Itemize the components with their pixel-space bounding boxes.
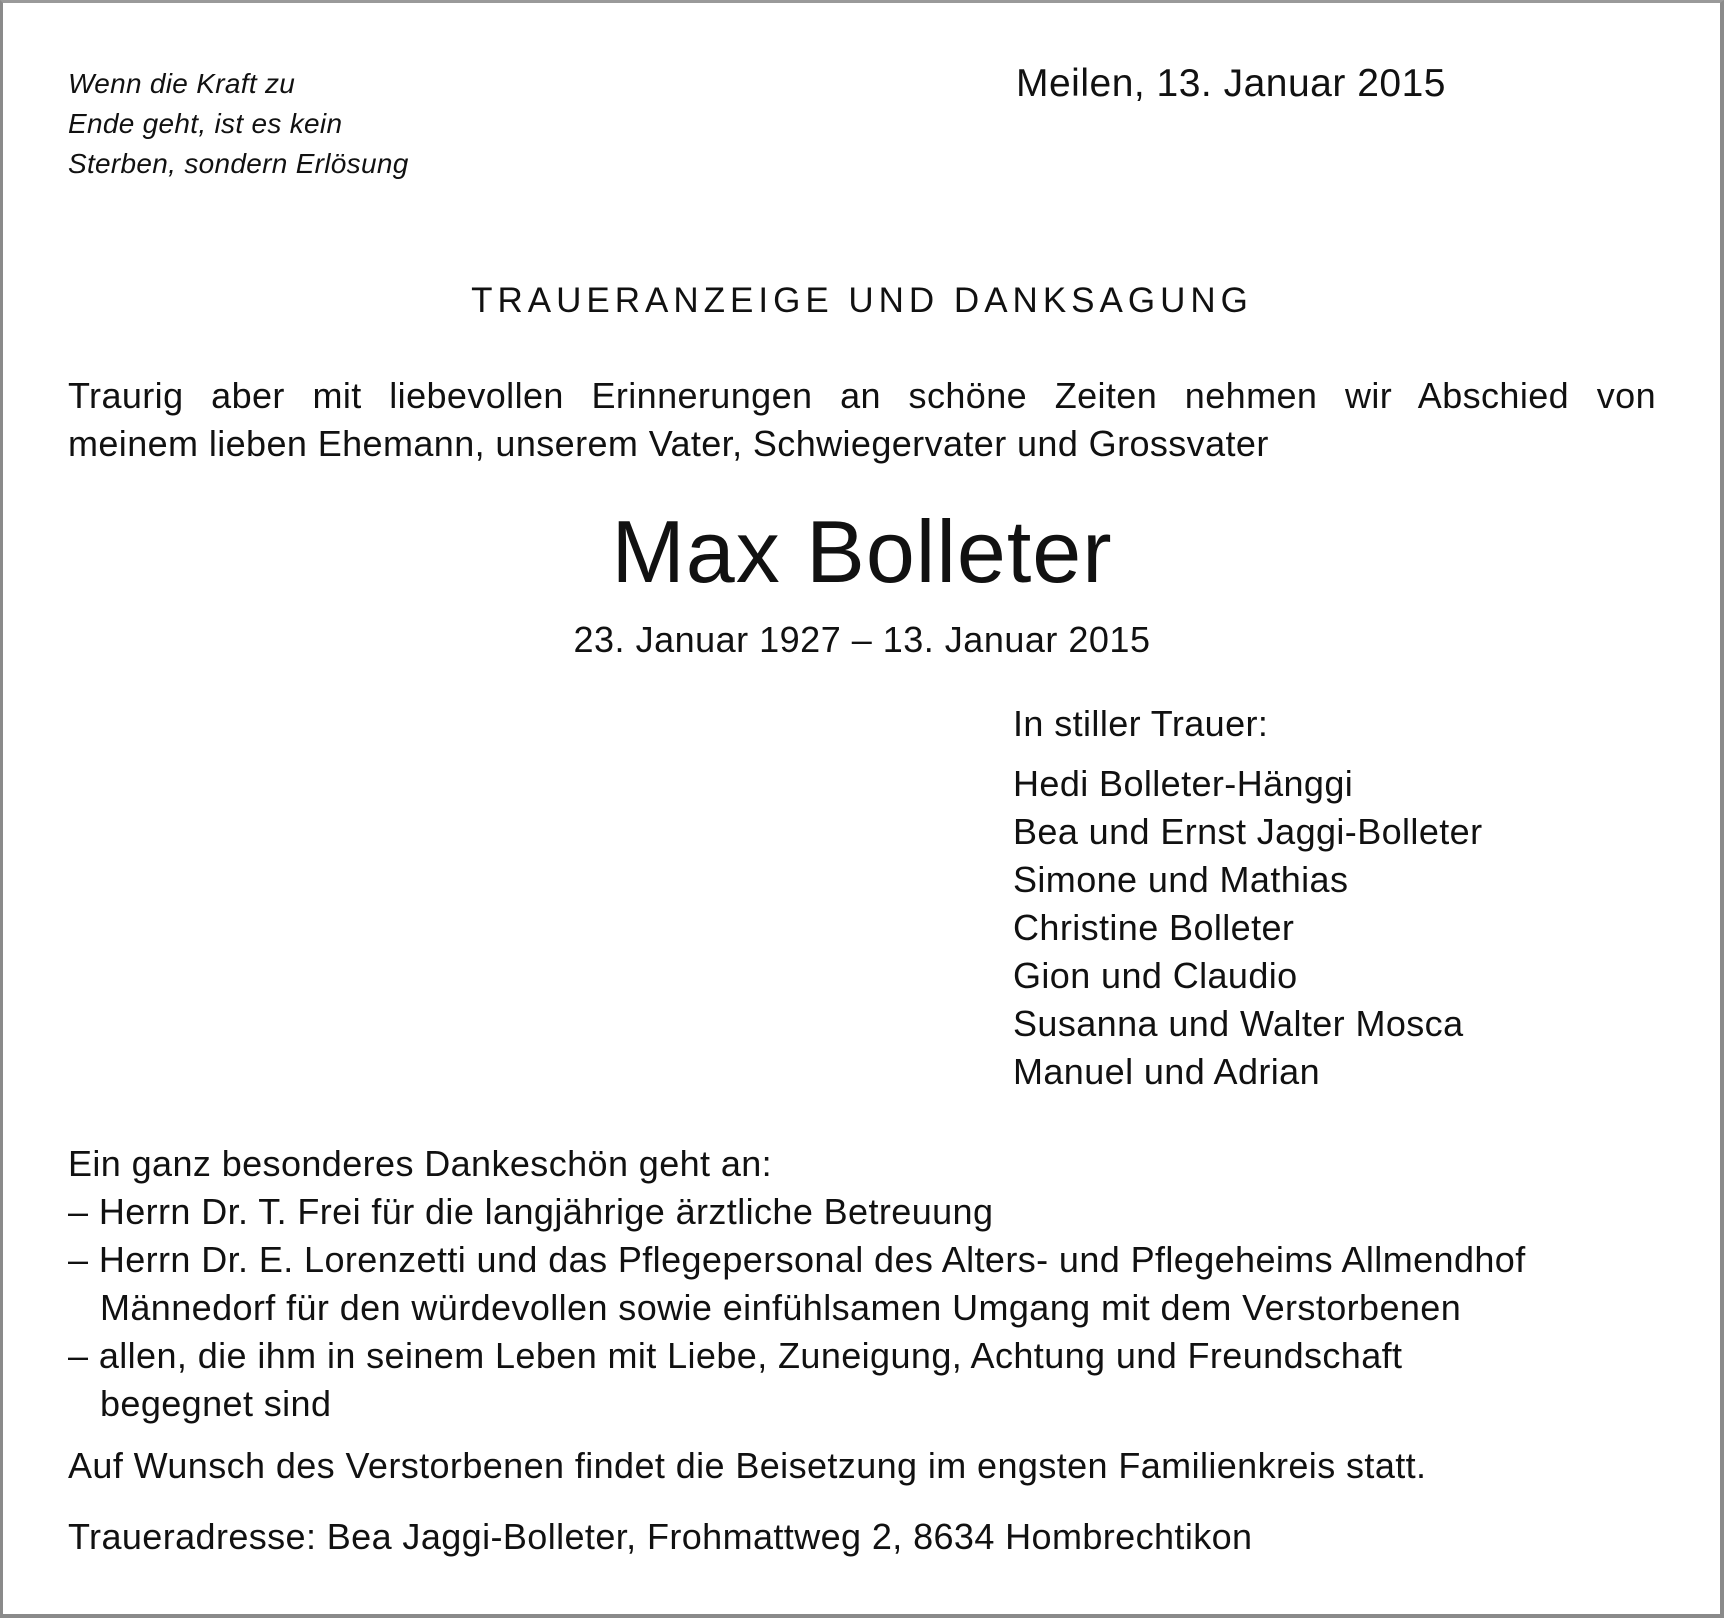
life-dates: 23. Januar 1927 – 13. Januar 2015	[573, 619, 1151, 660]
thanks-item-continuation: Männedorf für den würdevollen sowie einfühlsamen Umgang mit dem Verstorbenen	[100, 1287, 1462, 1328]
mourner: Susanna und Walter Mosca	[1013, 1003, 1464, 1044]
mourner: Manuel und Adrian	[1013, 1051, 1321, 1092]
mourning-address: Traueradresse: Bea Jaggi-Bolleter, Frohmattweg 2, 8634 Hombrechtikon	[68, 1516, 1253, 1557]
thanks-intro: Ein ganz besonderes Dankeschön geht an:	[68, 1143, 773, 1184]
mourner: Hedi Bolleter-Hänggi	[1013, 763, 1354, 804]
place-date: Meilen, 13. Januar 2015	[1016, 62, 1446, 105]
burial-note: Auf Wunsch des Verstorbenen findet die Beisetzung im engsten Familienkreis statt.	[68, 1445, 1427, 1486]
thanks-item-continuation: begegnet sind	[100, 1383, 332, 1424]
mourner: Bea und Ernst Jaggi-Bolleter	[1013, 811, 1483, 852]
motto-line: Sterben, sondern Erlösung	[68, 148, 409, 179]
thanks-item: – allen, die ihm in seinem Leben mit Liebe, Zuneigung, Achtung und Freundschaft	[68, 1335, 1403, 1376]
motto-quote	[68, 64, 409, 184]
thanks-item: – Herrn Dr. T. Frei für die langjährige ärztliche Betreuung	[68, 1191, 994, 1232]
intro-line: Traurig aber mit liebevollen Erinnerungen an schöne Zeiten nehmen wir Abschied von	[68, 375, 1656, 416]
mourners-list	[1013, 700, 1482, 1096]
mourner: Simone und Mathias	[1013, 859, 1349, 900]
motto-line: Ende geht, ist es kein	[68, 108, 343, 139]
motto-line: Wenn die Kraft zu	[68, 68, 296, 99]
deceased-name: Max Bolleter	[611, 502, 1113, 601]
mourners-label: In stiller Trauer:	[1013, 703, 1269, 744]
mourner: Christine Bolleter	[1013, 907, 1295, 948]
notice-heading: TRAUERANZEIGE UND DANKSAGUNG	[471, 281, 1253, 320]
mourner: Gion und Claudio	[1013, 955, 1298, 996]
thanks-item: – Herrn Dr. E. Lorenzetti und das Pflegepersonal des Alters- und Pflegeheims Allmendhof	[68, 1239, 1526, 1280]
thanks-section	[68, 1140, 1668, 1428]
intro-text	[68, 372, 1656, 468]
intro-line: meinem lieben Ehemann, unserem Vater, Schwiegervater und Grossvater	[68, 423, 1269, 464]
